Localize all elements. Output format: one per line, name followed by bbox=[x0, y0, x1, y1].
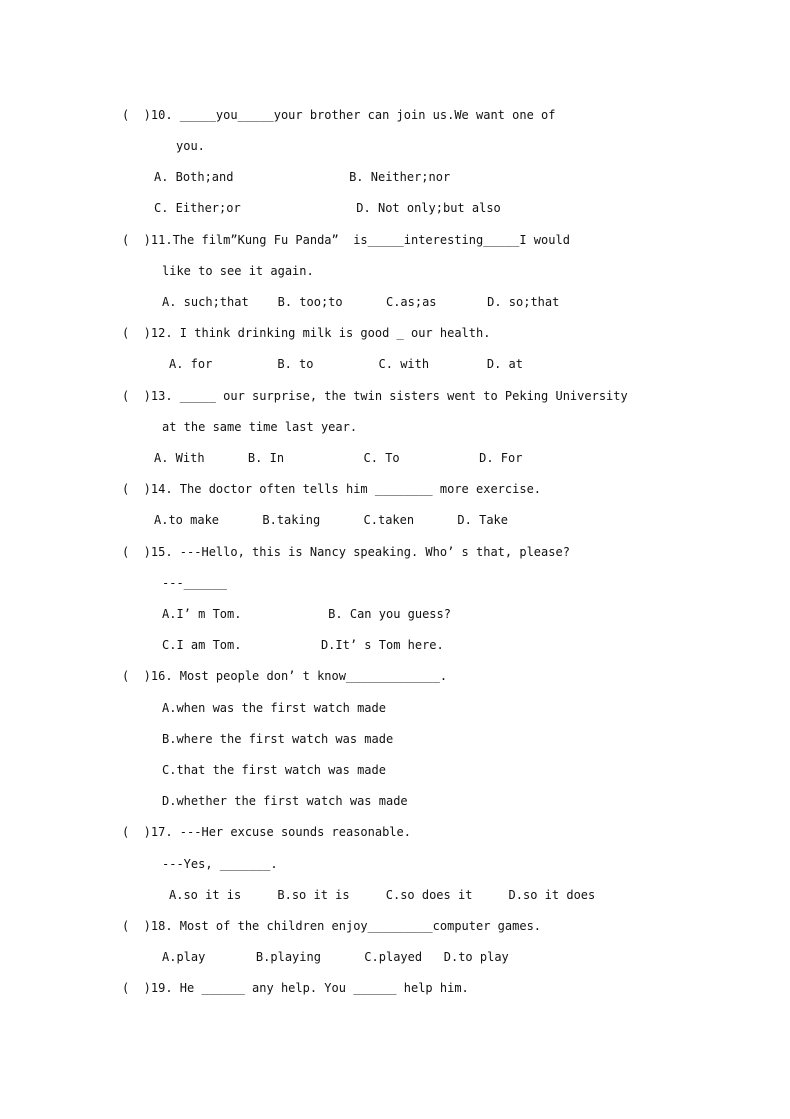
q10-stem: ( )10. _____you_____your brother can join us.We want one of bbox=[122, 108, 556, 122]
q16-option-d: D.whether the first watch was made bbox=[162, 794, 408, 808]
q18-stem: ( )18. Most of the children enjoy_________computer games. bbox=[122, 919, 542, 933]
q10-options-cd: C. Either;or D. Not only;but also bbox=[154, 201, 501, 215]
q11-options: A. such;that B. too;to C.as;as D. so;that bbox=[162, 295, 560, 309]
q17-options: A.so it is B.so it is C.so does it D.so it does bbox=[169, 888, 596, 902]
q17-stem: ( )17. ---Her excuse sounds reasonable. bbox=[122, 825, 411, 839]
q18-options: A.play B.playing C.played D.to play bbox=[162, 950, 509, 964]
q15-options-ab: A.I’ m Tom. B. Can you guess? bbox=[162, 607, 451, 621]
q15-options-cd: C.I am Tom. D.It’ s Tom here. bbox=[162, 638, 444, 652]
q12-options: A. for B. to C. with D. at bbox=[169, 357, 524, 371]
q17-response: ---Yes, _______. bbox=[162, 857, 278, 871]
q14-options: A.to make B.taking C.taken D. Take bbox=[154, 513, 509, 527]
q15-response-blank: ---______ bbox=[162, 576, 228, 590]
q16-option-b: B.where the first watch was made bbox=[162, 732, 394, 746]
q14-stem: ( )14. The doctor often tells him ________ more exercise. bbox=[122, 482, 542, 496]
q12-stem: ( )12. I think drinking milk is good _ our health. bbox=[122, 326, 491, 340]
q16-stem: ( )16. Most people don’ t know_____________. bbox=[122, 669, 448, 683]
q10-stem-continued: you. bbox=[176, 139, 205, 153]
q11-stem: ( )11.The film”Kung Fu Panda” is_____interesting_____I would bbox=[122, 233, 570, 247]
q11-stem-continued: like to see it again. bbox=[162, 264, 314, 278]
q13-stem-continued: at the same time last year. bbox=[162, 420, 358, 434]
q16-option-c: C.that the first watch was made bbox=[162, 763, 386, 777]
q13-options: A. With B. In C. To D. For bbox=[154, 451, 523, 465]
q13-stem: ( )13. _____ our surprise, the twin sisters went to Peking University bbox=[122, 389, 628, 403]
q15-stem: ( )15. ---Hello, this is Nancy speaking. Who’ s that, please? bbox=[122, 545, 570, 559]
q19-stem: ( )19. He ______ any help. You ______ help him. bbox=[122, 981, 469, 995]
q16-option-a: A.when was the first watch made bbox=[162, 701, 386, 715]
q10-options-ab: A. Both;and B. Neither;nor bbox=[154, 170, 451, 184]
